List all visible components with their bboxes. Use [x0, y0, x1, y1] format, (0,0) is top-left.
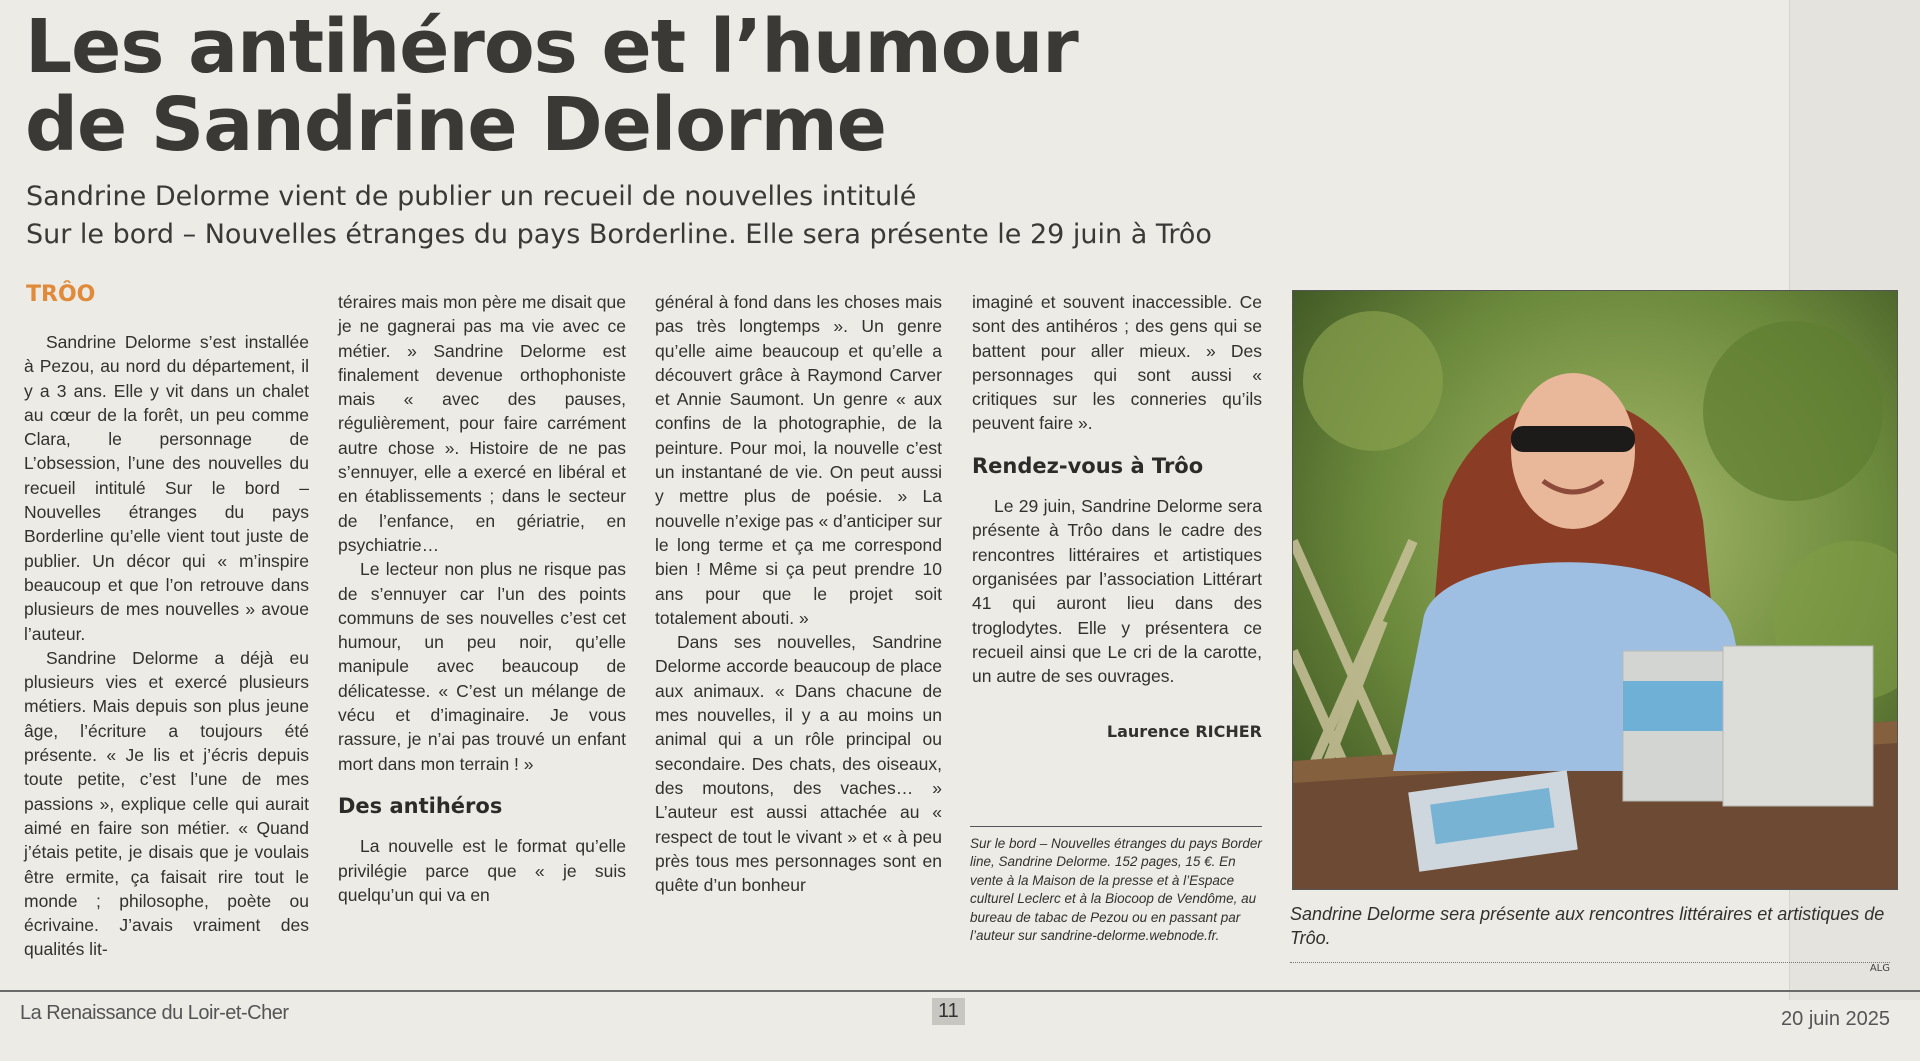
photo-credit: ALG — [1290, 962, 1890, 974]
paragraph: téraires mais mon père me disait que je ne gagnerai pas ma vie avec ce métier. » Sandrine Delorme est finalement devenue orthophoniste mais « avec des pauses, régulièrement, pour faire carrément autre chose ». Histoire de ne pas s’ennuyer, elle a exercé en libéral et en établissements ; dans le secteur de l’enfance, en gériatrie, en psychiatrie… — [338, 292, 626, 555]
article-headline — [25, 4, 1225, 168]
photo-illustration — [1293, 291, 1897, 889]
footer-divider — [0, 990, 1920, 992]
paragraph: imaginé et souvent inaccessible. Ce sont des antihéros ; des gens qui se battent pour aller mieux. » Des personnages qui sont aussi « critiques sur les conneries qu’ils peuvent faire ». — [972, 292, 1262, 434]
paragraph: général à fond dans les choses mais pas très longtemps ». Un genre qu’elle aime beaucoup et qu’elle a découvert grâce à Raymond Carver et Annie Saumont. Un genre « aux confins de la photographie, de la peinture. Pour moi, la nouvelle c’est un instantané de vie. On peut aussi y mettre plus de poésie. » La nouvelle n’exige pas « d’anticiper sur le long terme et ça me correspond bien ! Même si ça peut prendre 10 ans pour que le projet soit totalement abouti. » — [655, 292, 942, 628]
photo-caption: Sandrine Delorme sera présente aux rencontres littéraires et artistiques de Trôo. — [1290, 904, 1885, 948]
author-photo — [1292, 290, 1898, 890]
subhead-line-1: Sandrine Delorme vient de publier un recueil de nouvelles intitulé — [26, 181, 917, 212]
subhead-line-2: Sur le bord – Nouvelles étranges du pays Borderline. Elle sera présente le 29 juin à Trôo — [26, 219, 1212, 250]
location-kicker: TRÔO — [26, 282, 96, 307]
book-info-box: Sur le bord – Nouvelles étranges du pays Border line, Sandrine Delorme. 152 pages, 15 €. En vente à la Maison de la presse et à l’Espace culturel Leclerc et à la Biocoop de Vendôme, au bureau de tabac de Pezou ou en passant par l’auteur sur sandrine-delorme.webnode.fr. — [970, 826, 1262, 945]
paragraph: Sandrine Delorme a déjà eu plusieurs vies et exercé plusieurs métiers. Mais depuis son plus jeune âge, l’écriture a toujours été présente. « Je lis et j’écris depuis toute petite, c’est l’une de mes passions », explique celle qui aurait aimé en faire son métier. « Quand j’étais petite, je disais que je voulais être ermite, ça faisait rire tout le monde ; philosophe, poète ou écrivaine. J’avais vraiment des qualités lit- — [24, 647, 309, 960]
paragraph: Le 29 juin, Sandrine Delorme sera présente à Trôo dans le cadre des rencontres littéraires et artistiques organisées par l’association Littérart 41 qui auront lieu dans des troglodytes. Elle y présentera ce recueil ainsi que Le cri de la carotte, un autre de ses ouvrages. — [972, 496, 1262, 687]
publication-date: 20 juin 2025 — [1781, 1008, 1890, 1030]
paragraph: La nouvelle est le format qu’elle privilégie parce que « je suis quelqu’un qui va en — [338, 836, 626, 905]
section-heading-antiheros: Des antihéros — [338, 793, 503, 818]
paragraph: Dans ses nouvelles, Sandrine Delorme accorde beaucoup de place aux animaux. « Dans chacune de mes nouvelles, il y a au moins un animal qui a un rôle principal ou secondaire. Des chats, des oiseaux, des moutons, des vaches… » L’auteur est aussi attachée au « respect de tout le vivant » et « à peu près tous mes personnages sont en quête d’un bonheur — [655, 632, 942, 896]
article-column-3 — [655, 290, 942, 897]
article-subhead — [26, 178, 1476, 254]
page-number: 11 — [932, 998, 965, 1025]
article-column-2 — [338, 290, 626, 907]
section-heading-rendez-vous: Rendez-vous à Trôo — [972, 453, 1204, 478]
author-byline: Laurence RICHER — [1106, 722, 1262, 742]
paragraph: Sandrine Delorme s’est installée à Pezou, au nord du département, il y a 3 ans. Elle y vit dans un chalet au cœur de la forêt, un peu comme Clara, le personnage de L’obsession, l’une des nouvelles du recueil intitulé Sur le bord – Nouvelles étranges du pays Borderline qu’elle vient tout juste de publier. Un décor qui « m’inspire beaucoup et que l’on retrouve dans plusieurs de mes nouvelles » avoue l’auteur. — [24, 332, 309, 644]
article-column-4 — [972, 290, 1262, 745]
article-column-1 — [24, 330, 309, 962]
publication-name: La Renaissance du Loir-et-Cher — [20, 1002, 289, 1024]
headline-line-2: de Sandrine Delorme — [25, 82, 886, 168]
headline-line-1: Les antihéros et l’humour — [25, 4, 1078, 90]
paragraph: Le lecteur non plus ne risque pas de s’ennuyer car l’un des points communs de ses nouvelles c’est cet humour, un peu noir, qu’elle manipule avec beaucoup de délicatesse. « C’est un mélange de vécu et d’imaginaire. Je vous rassure, je n’ai pas trouvé un enfant mort dans mon terrain ! » — [338, 559, 626, 774]
